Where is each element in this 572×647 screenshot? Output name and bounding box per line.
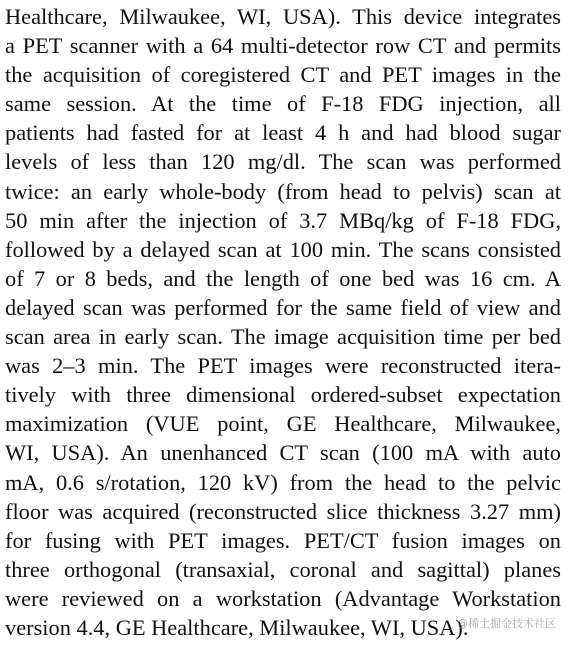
text-line: the acquisition of coregistered CT and PET images in the bbox=[5, 62, 561, 88]
text-line: floor was acquired (reconstructed slice thickness 3.27 mm) bbox=[5, 498, 561, 524]
text-line: mA, 0.6 s/rotation, 120 kV) from the head to the pelvic bbox=[5, 469, 561, 495]
body-paragraph bbox=[5, 2, 561, 642]
text-line: were reviewed on a workstation (Advantage Workstation bbox=[5, 585, 561, 611]
text-line: tively with three dimensional ordered-subset expectation bbox=[5, 382, 561, 408]
text-line: Healthcare, Milwaukee, WI, USA). This device integrates bbox=[5, 4, 561, 29]
text-line: was 2–3 min. The PET images were reconstructed itera- bbox=[5, 353, 561, 379]
text-line: same session. At the time of F-18 FDG injection, all bbox=[5, 91, 561, 117]
text-line: scan area in early scan. The image acquisition time per bed bbox=[5, 324, 561, 350]
text-line: twice: an early whole-body (from head to pelvis) scan at bbox=[5, 178, 561, 204]
text-line: levels of less than 120 mg/dl. The scan was performed bbox=[5, 149, 561, 175]
text-line: WI, USA). An unenhanced CT scan (100 mA with auto bbox=[5, 440, 561, 466]
text-line: followed by a delayed scan at 100 min. The scans consisted bbox=[5, 236, 561, 262]
text-line: of 7 or 8 beds, and the length of one bed was 16 cm. A bbox=[5, 265, 561, 291]
text-line: maximization (VUE point, GE Healthcare, Milwaukee, bbox=[5, 411, 561, 437]
text-line: three orthogonal (transaxial, coronal and sagittal) planes bbox=[5, 556, 561, 582]
text-line: version 4.4, GE Healthcare, Milwaukee, WI, USA). bbox=[5, 614, 469, 640]
text-line: a PET scanner with a 64 multi-detector row CT and permits bbox=[5, 33, 561, 59]
text-line: patients had fasted for at least 4 h and had blood sugar bbox=[5, 120, 561, 146]
text-line: 50 min after the injection of 3.7 MBq/kg of F-18 FDG, bbox=[5, 207, 561, 233]
text-line: for fusing with PET images. PET/CT fusion images on bbox=[5, 527, 561, 553]
text-line: delayed scan was performed for the same field of view and bbox=[5, 294, 561, 320]
watermark: @稀土掘金技术社区 bbox=[457, 617, 556, 630]
